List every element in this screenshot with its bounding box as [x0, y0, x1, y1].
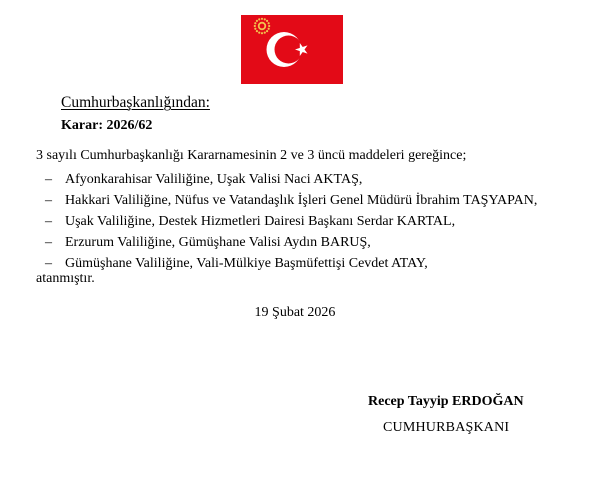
list-dash: –: [45, 256, 52, 271]
presidential-seal-icon: [252, 16, 272, 36]
appointment-list: [45, 169, 537, 274]
list-item: [45, 169, 537, 190]
list-dash: –: [45, 214, 52, 229]
list-dash: –: [45, 193, 52, 208]
decision-date: 19 Şubat 2026: [254, 305, 336, 320]
intro-paragraph: 3 sayılı Cumhurbaşkanlığı Kararnamesinin 2 ve 3 üncü maddeleri gereğince;: [36, 148, 467, 163]
list-item: [45, 190, 537, 211]
appointment-text: Uşak Valiliğine, Destek Hizmetleri Dairesi Başkanı Serdar KARTAL,: [65, 214, 456, 229]
appointment-text: Gümüşhane Valiliğine, Vali-Mülkiye Başmüfettişi Cevdet ATAY,: [65, 256, 428, 271]
list-item: [45, 232, 537, 253]
list-dash: –: [45, 172, 52, 187]
institution-heading: Cumhurbaşkanlığından:: [61, 94, 210, 111]
list-item: [45, 253, 537, 274]
signer-name: Recep Tayyip ERDOĞAN: [368, 394, 524, 409]
closing-text: atanmıştır.: [36, 271, 95, 286]
signer-title: CUMHURBAŞKANI: [383, 420, 510, 435]
appointment-text: Afyonkarahisar Valiliğine, Uşak Valisi Naci AKTAŞ,: [65, 172, 363, 187]
decision-number: Karar: 2026/62: [61, 118, 153, 133]
list-dash: –: [45, 235, 52, 250]
list-item: [45, 211, 537, 232]
appointment-text: Erzurum Valiliğine, Gümüşhane Valisi Aydın BARUŞ,: [65, 235, 371, 250]
appointment-text: Hakkari Valiliğine, Nüfus ve Vatandaşlık İşleri Genel Müdürü İbrahim TAŞYAPAN,: [65, 193, 538, 208]
